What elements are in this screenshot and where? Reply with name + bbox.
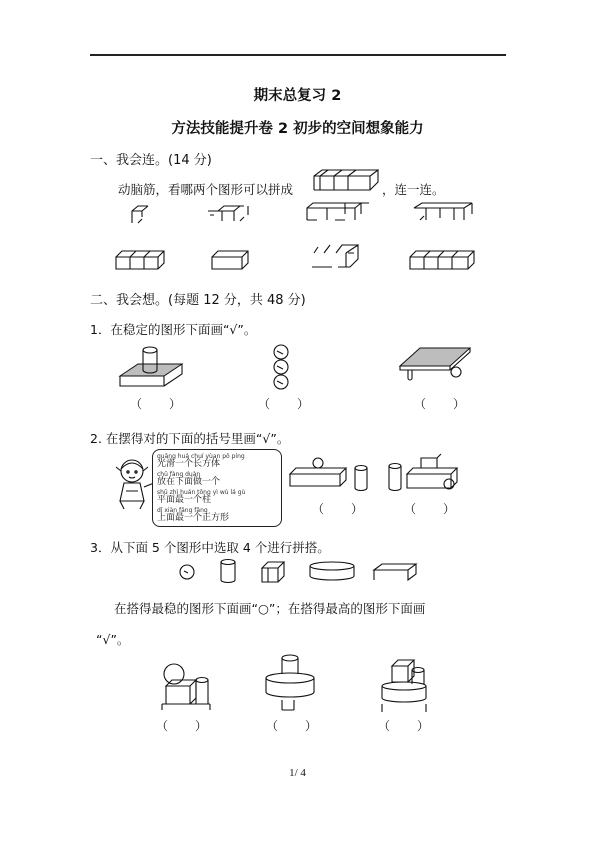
q1-paren-1[interactable]: （ ） (130, 397, 183, 411)
q3-paren-1[interactable]: （ ） (156, 719, 209, 733)
piece-bottom-2[interactable] (210, 247, 250, 273)
section2-heading: 二、我会想。(每题 12 分，共 48 分) (90, 293, 306, 308)
q3-piece-plank-icon (372, 562, 418, 582)
target-shape-icon (312, 168, 382, 198)
q2-paren-2[interactable]: （ ） (404, 502, 457, 516)
q1-text: 1．在稳定的图形下面画“√”。 (90, 322, 257, 337)
piece-top-1[interactable] (130, 203, 154, 227)
poem-line-2: 放在下面做一个 (157, 477, 221, 487)
q1-figure-cylinder-on-box[interactable] (118, 342, 184, 392)
q1-figure-stacked-balls[interactable] (268, 342, 294, 392)
q3-text: 3．从下面 5 个图形中选取 4 个进行拼搭。 (90, 540, 330, 555)
q3-piece-disc-icon (308, 560, 356, 584)
page-subtitle: 方法技能提升卷 2 初步的空间想象能力 (171, 121, 424, 137)
q3-piece-ball-icon (178, 563, 196, 581)
poem-pinyin-4: dǐ xiàn fǎng fǎng (157, 507, 208, 514)
piece-top-4[interactable] (410, 200, 476, 226)
q3-figure-2[interactable] (264, 652, 322, 712)
q1-paren-2[interactable]: （ ） (258, 397, 311, 411)
q3-instruction-line2: “√”。 (96, 632, 130, 647)
q3-piece-cube-icon (260, 560, 286, 584)
top-rule (90, 54, 506, 56)
q3-paren-3[interactable]: （ ） (378, 719, 431, 733)
q1-figure-board-on-cylinder[interactable] (398, 342, 472, 386)
section1-heading: 一、我会连。(14 分) (90, 153, 212, 168)
section1-instruction-b: ，连一连。 (382, 182, 445, 197)
q3-figure-3[interactable] (378, 656, 430, 714)
q3-piece-cylinder-icon (218, 558, 238, 584)
poem-pinyin-2: chū fàng duàn (157, 471, 201, 478)
poem-line-4: 上面最一个正方形 (157, 513, 230, 523)
poem-pinyin-1: guāng huá chuí yùan pǒ píng (157, 453, 245, 460)
q2-paren-1[interactable]: （ ） (312, 502, 365, 516)
poem-pinyin-3: shū zhì huán tōng yì wù lá gù (157, 489, 246, 496)
q3-figure-1[interactable] (158, 658, 214, 714)
poem-line-1: 光滑一个长方体 (157, 459, 221, 469)
page-title: 期末总复习 2 (253, 88, 342, 104)
q3-instruction-line1: 在搭得最稳的图形下面画“○”；在搭得最高的图形下面画 (114, 601, 426, 616)
piece-bottom-3[interactable] (310, 241, 364, 273)
poem-line-3: 平面最一个柱 (157, 495, 212, 505)
child-illustration-icon (112, 457, 156, 511)
piece-bottom-4[interactable] (408, 247, 476, 273)
q2-figure-1[interactable] (288, 456, 374, 496)
q2-figure-2[interactable] (383, 456, 463, 496)
piece-bottom-1[interactable] (114, 247, 166, 273)
poem-box (152, 449, 282, 527)
piece-top-3[interactable] (305, 200, 373, 226)
page-number: 1/ 4 (289, 767, 306, 779)
q1-paren-3[interactable]: （ ） (414, 397, 467, 411)
piece-top-2[interactable] (204, 203, 252, 227)
q3-paren-2[interactable]: （ ） (266, 719, 319, 733)
section1-instruction-a: 动脑筋，看哪两个图形可以拼成 (118, 182, 294, 197)
q2-text: 2. 在摆得对的下面的括号里画“√”。 (90, 431, 290, 446)
